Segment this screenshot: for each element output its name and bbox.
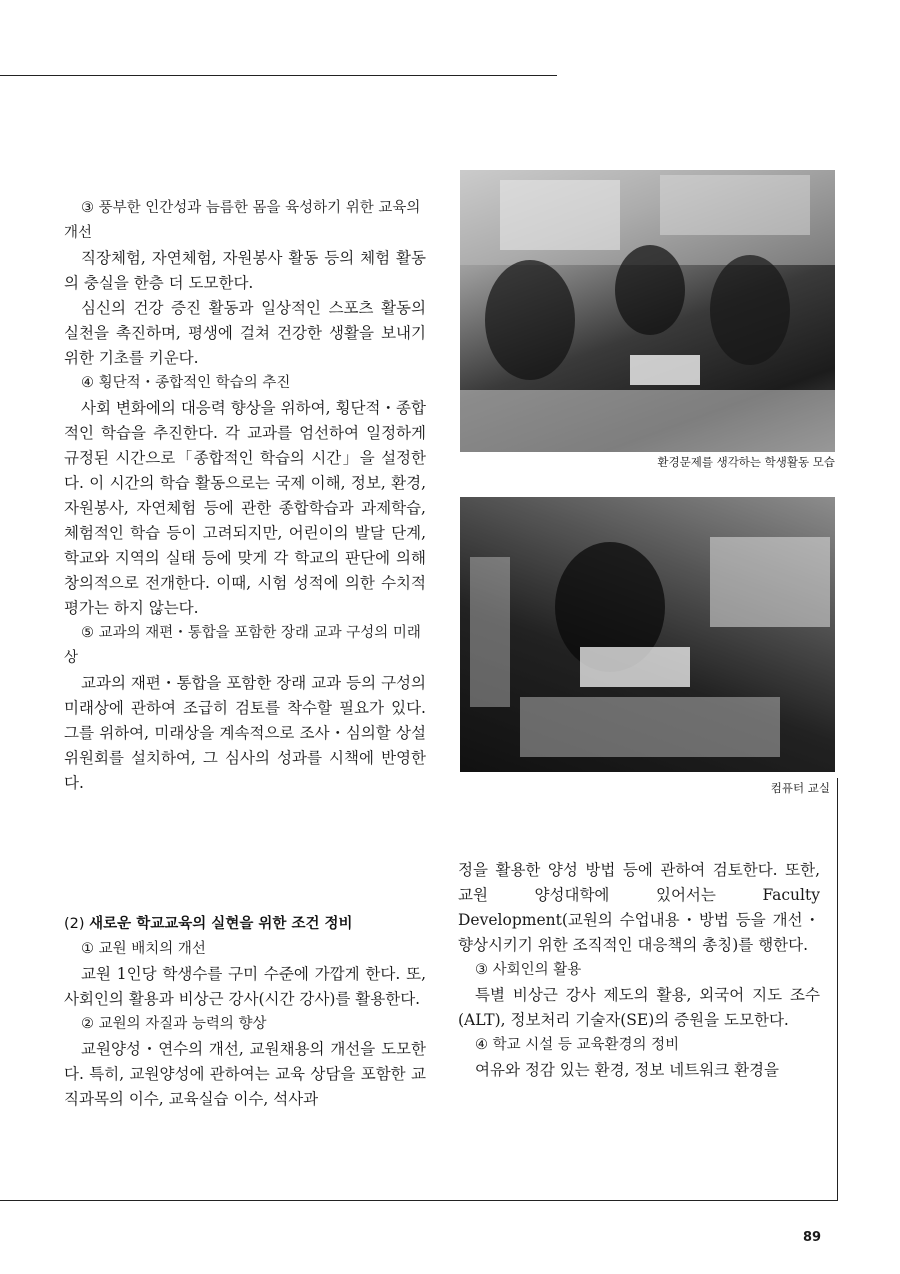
paragraph: 여유와 정감 있는 환경, 정보 네트워크 환경을 — [475, 1061, 780, 1079]
left-column-bottom — [64, 912, 426, 1112]
paragraph: 교과의 재편・통합을 포함한 장래 교과 등의 구성의 미래상에 관하여 조급히 검토를 착수할 필요가 있다. 그를 위하여, 미래상을 계속적으로 조사・심의할 상설 위원회를 설치하여, 그 심사의 성과를 시책에 반영한다. — [64, 674, 426, 792]
paragraph: 교원 1인당 학생수를 구미 수준에 가깝게 한다. 또, 사회인의 활용과 비상근 강사(시간 강사)를 활용한다. — [64, 965, 426, 1008]
right-column — [458, 858, 820, 1083]
right-rule — [837, 778, 838, 1201]
paragraph: 직장체험, 자연체험, 자원봉사 활동 등의 체험 활동의 충실을 한층 더 도모한다. — [64, 249, 426, 292]
section-title: 새로운 학교교육의 실현을 위한 조건 정비 — [89, 916, 353, 932]
bottom-rule — [0, 1200, 838, 1201]
heading-4: ④ 횡단적・종합적인 학습의 추진 — [81, 375, 291, 391]
photo-student-activity — [460, 170, 835, 452]
heading-1: ① 교원 배치의 개선 — [81, 941, 206, 957]
heading-5: ⑤ 교과의 재편・통합을 포함한 장래 교과 구성의 미래상 — [64, 625, 421, 666]
paragraph: 정을 활용한 양성 방법 등에 관하여 검토한다. 또한, 교원 양성대학에 있어서는 Faculty Development(교원의 수업내용・방법 등을 개선・향상시키기 위한 조직적인 대응책의 총칭)를 행한다. — [458, 861, 820, 954]
paragraph: 사회 변화에의 대응력 향상을 위하여, 횡단적・종합적인 학습을 추진한다. 각 교과를 엄선하여 일정하게 규정된 시간으로「종합적인 학습의 시간」을 설정한다. 이 시간의 학습 활동으로는 국제 이해, 정보, 환경, 자원봉사, 자연체험 등에 관한 종합학습과 과제학습, 체험적인 학습 등이 고려되지만, 어린이의 발달 단계, 학교와 지역의 실태 등에 맞게 각 학교의 판단에 의해 창의적으로 전개한다. 이때, 시험 성적에 의한 수치적 평가는 하지 않는다. — [64, 399, 426, 617]
heading-3: ③ 풍부한 인간성과 늠름한 몸을 육성하기 위한 교육의 개선 — [64, 200, 421, 241]
heading-4: ④ 학교 시설 등 교육환경의 정비 — [475, 1037, 680, 1053]
photo-student-activity-image — [460, 170, 835, 452]
paragraph: 심신의 건강 증진 활동과 일상적인 스포츠 활동의 실천을 촉진하며, 평생에 걸쳐 건강한 생활을 보내기 위한 기초를 키운다. — [64, 299, 426, 367]
photo-computer-room — [460, 497, 835, 772]
heading-3: ③ 사회인의 활용 — [475, 962, 582, 978]
photo-caption: 컴퓨터 교실 — [770, 781, 830, 795]
paragraph: 교원양성・연수의 개선, 교원채용의 개선을 도모한다. 특히, 교원양성에 관하여는 교육 상담을 포함한 교직과목의 이수, 교육실습 이수, 석사과 — [64, 1040, 426, 1108]
section-number: (2) — [64, 916, 85, 932]
photo-caption: 환경문제를 생각하는 학생활동 모습 — [657, 455, 835, 469]
heading-2: ② 교원의 자질과 능력의 향상 — [81, 1016, 267, 1032]
left-column-top — [64, 196, 426, 796]
page-number: 89 — [803, 1230, 822, 1245]
section-heading — [64, 912, 426, 937]
top-rule — [0, 75, 557, 76]
photo-computer-room-image — [460, 497, 835, 772]
paragraph: 특별 비상근 강사 제도의 활용, 외국어 지도 조수(ALT), 정보처리 기술자(SE)의 증원을 도모한다. — [458, 986, 820, 1029]
